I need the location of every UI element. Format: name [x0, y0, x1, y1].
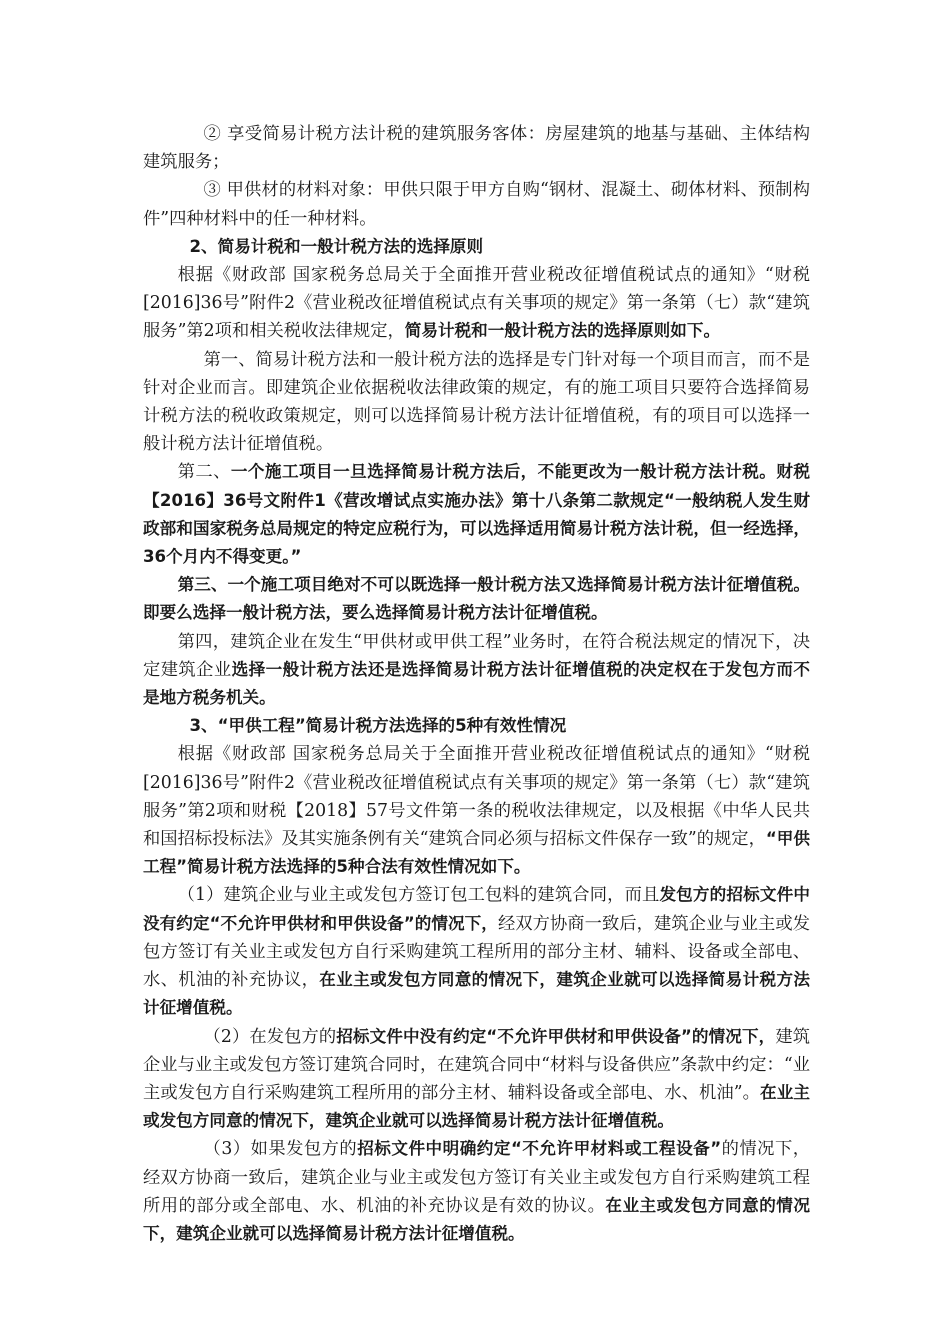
- paragraph-case-3: （3）如果发包方的招标文件中明确约定“不允许甲材料或工程设备”的情况下，经双方协商一致后，建筑企业与业主或发包方签订有关业主或发包方自行采购建筑工程所用的部分或全部电、水、机油的补充协议是有效的协议。在业主或发包方同意的情况下，建筑企业就可以选择简易计税方法计征增值税。: [143, 1139, 811, 1243]
- paragraph-case-2: （2）在发包方的招标文件中没有约定“不允许甲供材和甲供设备”的情况下，建筑企业与业主或发包方签订建筑合同时，在建筑合同中“材料与设备供应”条款中约定：“业主或发包方自行采购建筑工程所用的部分主材、辅料设备或全部电、水、机油”。在业主或发包方同意的情况下，建筑企业就可以选择简易计税方法计征增值税。: [143, 1026, 810, 1131]
- paragraph-third: 第三、一个施工项目绝对不可以既选择一般计税方法又选择简易计税方法计征增值税。即要么选择一般计税方法，要么选择简易计税方法计征增值税。: [143, 575, 810, 623]
- heading-selection-principle: 2、简易计税和一般计税方法的选择原则: [189, 236, 484, 256]
- paragraph-subject: ② 享受简易计税方法计税的建筑服务客体：房屋建筑的地基与基础、主体结构建筑服务；: [143, 124, 810, 173]
- paragraph-basis-1: 根据《财政部 国家税务总局关于全面推开营业税改征增值税试点的通知》“财税[2016]36号”附件2《营业税改征增值税试点有关事项的规定》第一条第（七）款“建筑服务”第2项和相关税收法律规定，简易计税和一般计税方法的选择原则如下。: [143, 265, 810, 342]
- paragraph-first: 第一、简易计税方法和一般计税方法的选择是专门针对每一个项目而言，而不是针对企业而言。即建筑企业依据税收法律政策的规定，有的施工项目只要符合选择简易计税方法的税收政策规定，则可以选择简易计税方法计征增值税，有的项目可以选择一般计税方法计征增值税。: [143, 349, 810, 455]
- heading-five-cases: 3、“甲供工程”简易计税方法选择的5种有效性情况: [189, 716, 567, 736]
- paragraph-case-1: （1）建筑企业与业主或发包方签订包工包料的建筑合同，而且发包方的招标文件中没有约定“不允许甲供材和甲供设备”的情况下，经双方协商一致后，建筑企业与业主或发包方签订有关业主或发包方自行采购建筑工程所用的部分主材、辅料、设备或全部电、水、机油的补充协议，在业主或发包方同意的情况下，建筑企业就可以选择简易计税方法计征增值税。: [143, 885, 810, 1018]
- paragraph-material: ③ 甲供材的材料对象：甲供只限于甲方自购“钢材、混凝土、砌体材料、预制构件”四种材料中的任一种材料。: [143, 180, 810, 229]
- paragraph-basis-2: 根据《财政部 国家税务总局关于全面推开营业税改征增值税试点的通知》“财税[2016]36号”附件2《营业税改征增值税试点有关事项的规定》第一条第（七）款“建筑服务”第2项和财税【2018】57号文件第一条的税收法律规定，以及根据《中华人民共和国招标投标法》及其实施条例有关“建筑合同必须与招标文件保存一致”的规定，“甲供工程”简易计税方法选择的5种合法有效性情况如下。: [143, 744, 811, 877]
- document-page: [143, 120, 810, 1248]
- paragraph-second: 第二、一个施工项目一旦选择简易计税方法后，不能更改为一般计税方法计税。财税【2016】36号文附件1《营改增试点实施办法》第十八条第二款规定“一般纳税人发生财政部和国家税务总局规定的特定应税行为，可以选择适用简易计税方法计税，但一经选择，36个月内不得变更。”: [143, 462, 810, 567]
- paragraph-fourth: 第四，建筑企业在发生“甲供材或甲供工程”业务时，在符合税法规定的情况下，决定建筑企业选择一般计税方法还是选择简易计税方法计征增值税的决定权在于发包方而不是地方税务机关。: [143, 631, 810, 708]
